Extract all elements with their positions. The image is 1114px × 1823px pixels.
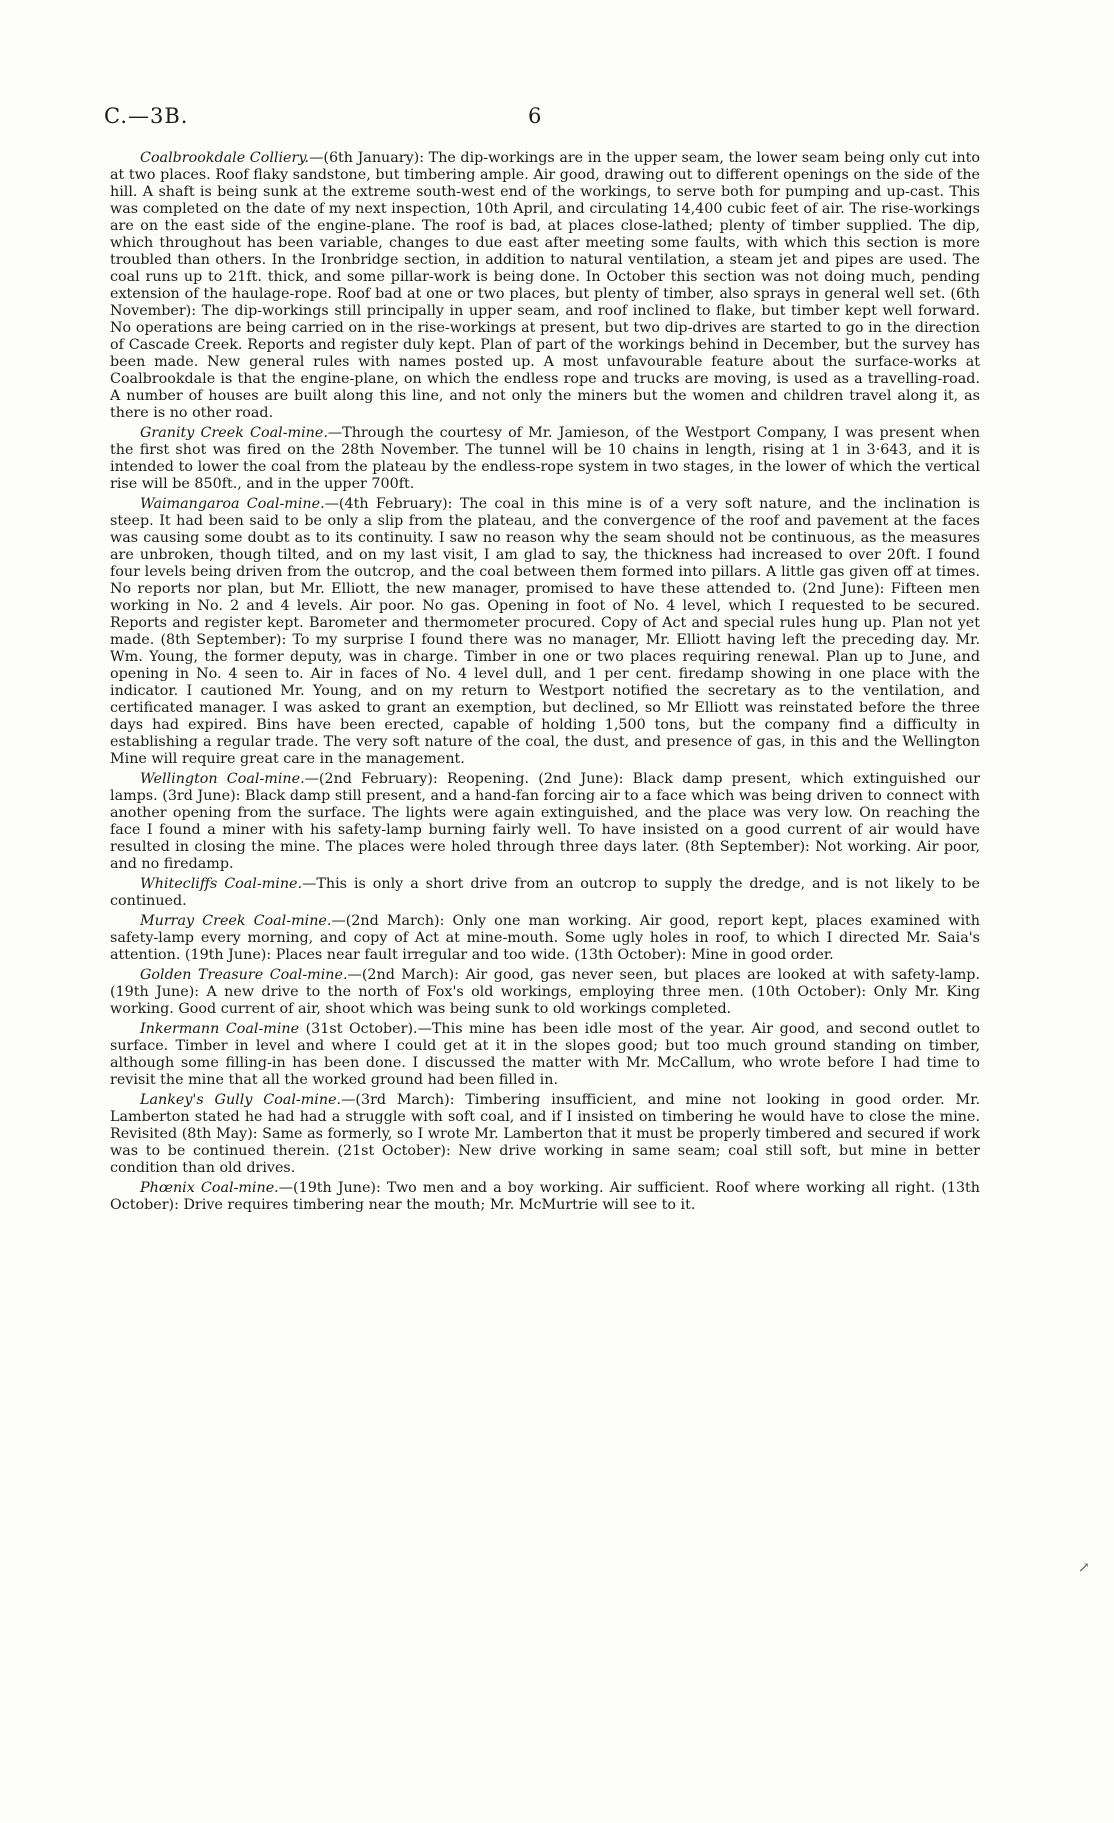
paragraph-text: —(2nd February): Reopening. (2nd June): Black damp present, which extinguished our lamps. (3rd June): Black damp still present, and a hand-fan forcing air to a face which was being driven to connect with another opening from the surface. The lights were again extinguished, and the place was very low. On reaching the face I found a miner with his safety-lamp burning fairly well. To have insisted on a good current of air would have resulted in closing the mine. The places were holed through three days later. (8th September): Not working. Air poor, and no firedamp.: [110, 771, 980, 872]
mine-name: Lankey's Gully Coal-mine.: [140, 1092, 342, 1108]
paragraph-inkermann: [110, 1021, 980, 1089]
paragraph-text: —(2nd March): Air good, gas never seen, but places are looked at with safety-lamp. (19th June): A new drive to the north of Fox's old workings, employing three men. (10th October): Only Mr. King working. Good current of air, shoot which was being sunk to old workings completed.: [110, 967, 980, 1017]
paragraph-lankeys-gully: [110, 1092, 980, 1177]
paragraph-text: —(4th February): The coal in this mine is of a very soft nature, and the inclination is steep. It had been said to be only a slip from the plateau, and the convergence of the roof and pavement at the faces was causing some doubt as to its continuity. I saw no reason why the seam should not be continuous, as the measures are unbroken, though tilted, and on my last visit, I am glad to say, the thickness had increased to over 20ft. I found four levels being driven from the outcrop, and the coal between them formed into pillars. A little gas given off at times. No reports nor plan, but Mr. Elliott, the new manager, promised to have these attended to. (2nd June): Fifteen men working in No. 2 and 4 levels. Air poor. No gas. Opening in foot of No. 4 level, which I requested to be secured. Reports and register kept. Barometer and thermometer procured. Copy of Act and special rules hung up. Plan not yet made. (8th September): To my surprise I found there was no manager, Mr. Elliott having left the preceding day. Mr. Wm. Young, the former deputy, was in charge. Timber in one or two places requiring renewal. Plan up to June, and opening in No. 4 seen to. Air in faces of No. 4 level dull, and 1 per cent. firedamp showing in one place with the indicator. I cautioned Mr. Young, and on my return to Westport notified the secretary as to the ventilation, and certificated manager. I was asked to grant an exemption, but declined, so Mr Elliott was reinstated before the three days had expired. Bins have been erected, capable of holding 1,500 tons, but the company find a difficulty in establishing a regular trade. The very soft nature of the coal, the dust, and presence of gas, in this and the Wellington Mine will require great care in the management.: [110, 496, 981, 767]
mine-name: Phœnix Coal-mine.: [140, 1180, 279, 1196]
page-number: 6: [528, 104, 542, 128]
paragraph-coalbrookdale: [110, 150, 980, 422]
paragraph-waimangaroa: [110, 496, 980, 768]
page-header: [104, 104, 984, 134]
paragraph-whitecliffs: [110, 876, 980, 910]
mine-name: Wellington Coal-mine.: [140, 771, 305, 787]
paragraph-text: —This is only a short drive from an outcrop to supply the dredge, and is not likely to be continued.: [110, 876, 980, 909]
mine-name: Whitecliffs Coal-mine.: [140, 876, 303, 892]
paragraph-phoenix: [110, 1180, 980, 1214]
paragraph-text: —(6th January): The dip-workings are in the upper seam, the lower seam being only cut into at two places. Roof flaky sandstone, but timbering ample. Air good, drawing out to different openings on the side of the hill. A shaft is being sunk at the extreme south-west end of the workings, to serve both for pumping and up-cast. This was completed on the date of my next inspection, 10th April, and circulating 14,400 cubic feet of air. The rise-workings are on the east side of the engine-plane. The roof is bad, at places close-lathed; plenty of timber supplied. The dip, which throughout has been variable, changes to due east after meeting some faults, with which this section is more troubled than others. In the Ironbridge section, in addition to natural ventilation, a steam jet and pipes are used. The coal runs up to 21ft. thick, and some pillar-work is being done. In October this section was not doing much, pending extension of the haulage-rope. Roof bad at one or two places, but plenty of timber, also sprays in general well set. (6th November): The dip-workings still principally in upper seam, and roof inclined to flake, but timber kept well forward. No operations are being carried on in the rise-workings at present, but two dip-drives are started to go in the direction of Cascade Creek. Reports and register duly kept. Plan of part of the workings behind in December, but the survey has been made. New general rules with names posted up. A most unfavourable feature about the surface-works at Coalbrookdale is that the engine-plane, on which the endless rope and trucks are moving, is used as a travelling-road. A number of houses are built along this line, and not only the miners but the women and children travel along it, as there is no other road.: [110, 150, 980, 421]
paragraph-text: —(3rd March): Timbering insufficient, and mine not looking in good order. Mr. Lamberton stated he had had a struggle with soft coal, and if I insisted on timbering he would have to close the mine. Revisited (8th May): Same as formerly, so I wrote Mr. Lamberton that it must be properly timbered and secured if work was to be continued therein. (21st October): New drive working in same seam; coal still soft, but mine in better condition than old drives.: [110, 1092, 980, 1176]
paragraph-granity-creek: [110, 425, 980, 493]
mine-name: Granity Creek Coal-mine.: [140, 425, 328, 441]
report-body: [110, 150, 980, 1217]
paragraph-murray-creek: [110, 913, 980, 964]
mine-name: Golden Treasure Coal-mine.: [140, 967, 348, 983]
paragraph-text: (31st October).—This mine has been idle most of the year. Air good, and second outlet to surface. Timber in level and where I could get at it in the slopes good; but too much ground standing on timber, although some filling-in has been done. I discussed the matter with Mr. McCallum, who wrote before I had time to revisit the mine that all the worked ground had been filled in.: [110, 1021, 980, 1088]
paragraph-text: —(2nd March): Only one man working. Air good, report kept, places examined with safety-lamp every morning, and copy of Act at mine-mouth. Some ugly holes in roof, to which I directed Mr. Saia's attention. (19th June): Places near fault irregular and too wide. (13th October): Mine in good order.: [110, 913, 980, 963]
paragraph-text: —(19th June): Two men and a boy working. Air sufficient. Roof where working all right. (13th October): Drive requires timbering near the mouth; Mr. McMurtrie will see to it.: [110, 1180, 980, 1213]
stray-mark: ↗: [1078, 1560, 1090, 1576]
paragraph-wellington: [110, 771, 980, 873]
paragraph-text: —Through the courtesy of Mr. Jamieson, of the Westport Company, I was present when the first shot was fired on the 28th November. The tunnel will be 10 chains in length, rising at 1 in 3·643, and it is intended to lower the coal from the plateau by the endless-rope system in two stages, in the lower of which the vertical rise will be 850ft., and in the upper 700ft.: [110, 425, 980, 492]
mine-name: Waimangaroa Coal-mine.: [140, 496, 325, 512]
mine-name: Murray Creek Coal-mine.: [140, 913, 332, 929]
mine-name: Coalbrookdale Colliery.: [140, 150, 310, 166]
paragraph-golden-treasure: [110, 967, 980, 1018]
page-code: C.—3B.: [104, 104, 189, 128]
mine-name: Inkermann Coal-mine: [140, 1021, 300, 1037]
